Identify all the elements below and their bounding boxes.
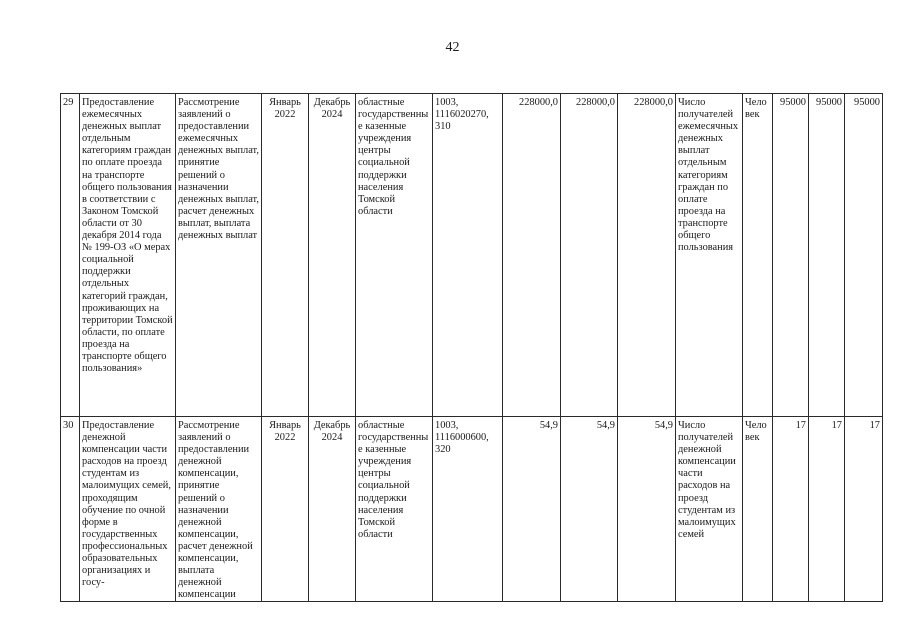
funding-year-3: 228000,0 [618, 94, 676, 417]
indicator-value-1: 17 [773, 417, 809, 602]
measure-actions: Рассмотрение заявлений о предоставлении ежемесячных денежных выплат, принятие решений о назначении денежных выплат, расчет денежных выплат, выплата денежных выплат [176, 94, 262, 417]
measure-name: Предоставление ежемесячных денежных выплат отдельным категориям граждан по оплате проезда на транспорте общего пользования в соответствии с Законом Томской области от 30 декабря 2014 года № 199-ОЗ «О мерах социальной поддержки отдельных категорий граждан, проживающих на территории Томской области, по оплате проезда на транспорте общего пользования» [80, 94, 176, 417]
executors: областные государственные казенные учреждения центры социальной поддержки населения Томской области [356, 417, 433, 602]
funding-year-2: 54,9 [561, 417, 618, 602]
end-date: Декабрь 2024 [309, 417, 356, 602]
indicator-value-2: 17 [809, 417, 845, 602]
funding-year-1: 228000,0 [503, 94, 561, 417]
indicator-value-3: 95000 [845, 94, 883, 417]
row-number: 29 [61, 94, 80, 417]
funding-year-2: 228000,0 [561, 94, 618, 417]
indicator-value-1: 95000 [773, 94, 809, 417]
table-row [61, 94, 883, 417]
program-table [60, 93, 883, 602]
funding-year-3: 54,9 [618, 417, 676, 602]
indicator-name: Число получателей денежной компенсации части расходов на проезд студентам из малоимущих семей [676, 417, 743, 602]
page-number: 42 [445, 40, 460, 55]
indicator-value-3: 17 [845, 417, 883, 602]
budget-codes: 1003, 1116000600, 320 [433, 417, 503, 602]
start-date: Январь 2022 [262, 94, 309, 417]
measure-name: Предоставление денежной компенсации части расходов на проезд студентам из малоимущих семей, проходящим обучение по очной форме в государственных профессиональных образовательных организациях и госу- [80, 417, 176, 602]
start-date: Январь 2022 [262, 417, 309, 602]
budget-codes: 1003, 1116020270, 310 [433, 94, 503, 417]
indicator-value-2: 95000 [809, 94, 845, 417]
table-row [61, 417, 883, 602]
executors: областные государственные казенные учреждения центры социальной поддержки населения Томской области [356, 94, 433, 417]
end-date: Декабрь 2024 [309, 94, 356, 417]
measure-actions: Рассмотрение заявлений о предоставлении денежной компенсации, принятие решений о назначении денежной компенсации, расчет денежной компенсации, выплата денежной компенсации [176, 417, 262, 602]
indicator-name: Число получателей ежемесячных денежных выплат отдельным категориям граждан по оплате проезда на транспорте общего пользования [676, 94, 743, 417]
row-number: 30 [61, 417, 80, 602]
indicator-unit: Человек [743, 94, 773, 417]
funding-year-1: 54,9 [503, 417, 561, 602]
indicator-unit: Человек [743, 417, 773, 602]
